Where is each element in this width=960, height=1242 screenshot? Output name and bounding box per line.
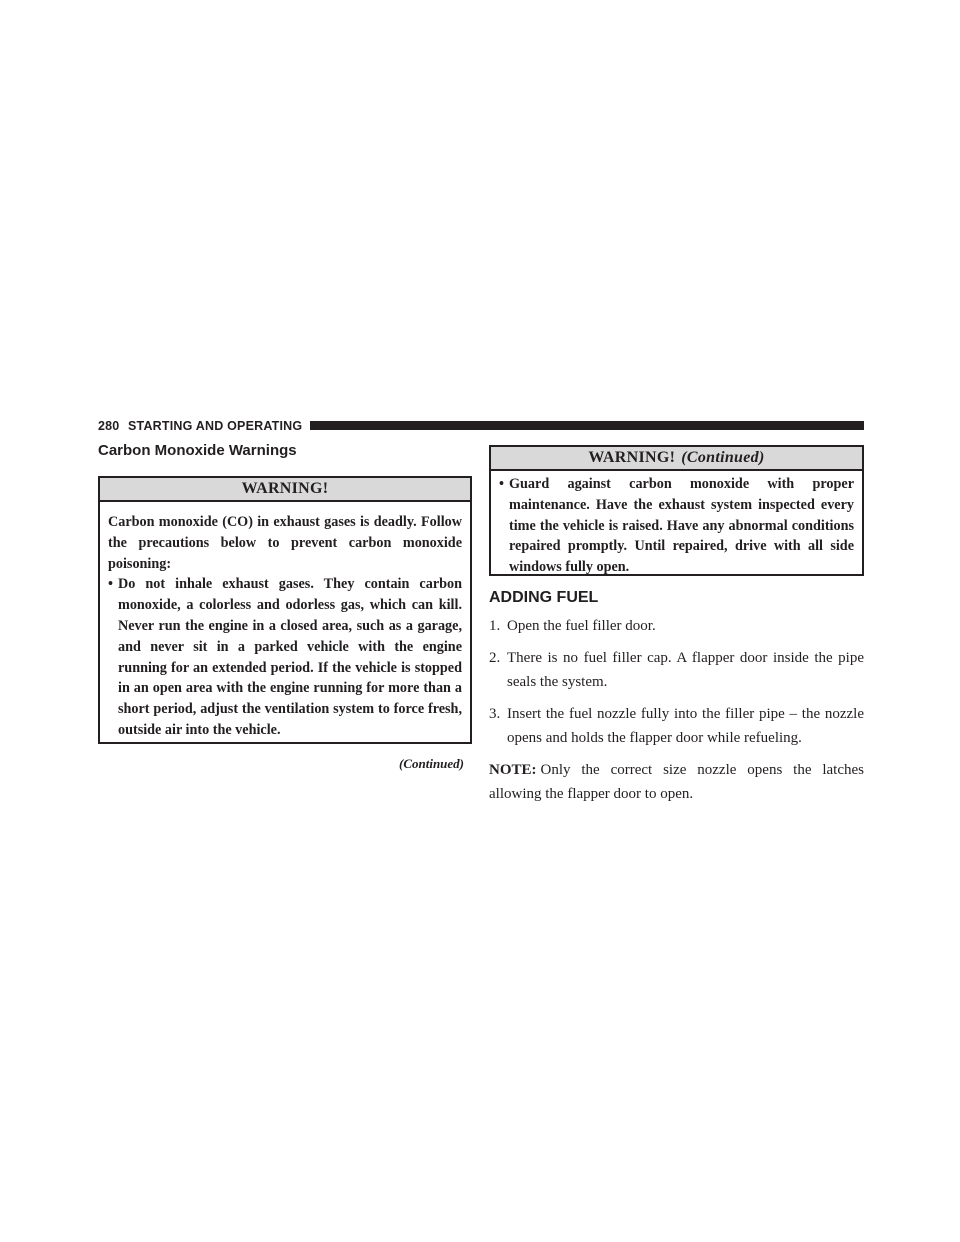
warning-title <box>491 447 862 471</box>
step-item <box>489 614 864 638</box>
step-item <box>489 702 864 750</box>
warning-bullet <box>108 574 462 740</box>
warning-box-carbon-monoxide <box>98 476 472 744</box>
step-text: Insert the fuel nozzle fully into the filler pipe – the nozzle opens and holds the flapper door while refueling. <box>507 706 864 746</box>
warning-title <box>100 478 470 502</box>
warning-body <box>491 471 862 578</box>
step-text: Open the fuel filler door. <box>507 618 656 634</box>
fuel-steps <box>489 614 864 806</box>
note-text: Only the correct size nozzle opens the latches allowing the flapper door to open. <box>489 762 864 802</box>
running-header <box>98 419 864 433</box>
warning-title-continued: (Continued) <box>681 449 765 466</box>
step-text: There is no fuel filler cap. A flapper door inside the pipe seals the system. <box>507 650 864 690</box>
subheading-carbon-monoxide: Carbon Monoxide Warnings <box>98 442 297 459</box>
step-item <box>489 646 864 694</box>
warning-box-continued <box>489 445 864 576</box>
warning-body <box>100 502 470 741</box>
warning-bullet <box>499 474 854 578</box>
warning-title-text: WARNING! <box>241 480 329 497</box>
bullet-symbol: • <box>499 476 504 492</box>
bullet-symbol: • <box>108 576 113 593</box>
warning-bullet-text: Do not inhale exhaust gases. They contain carbon monoxide, a colorless and odorless gas, which can kill. Never run the engine in a closed area, such as a garage, and never sit in a parked vehicle with the engine running for an extended period. If the vehicle is stopped in an open area with the engine running for more than a short period, adjust the ventilation system to force fresh, outside air into the vehicle. <box>118 576 462 738</box>
note <box>489 758 864 806</box>
warning-title-text: WARNING! <box>588 449 676 466</box>
step-number: 1. <box>489 618 501 634</box>
note-label: NOTE: <box>489 762 537 778</box>
heading-adding-fuel: ADDING FUEL <box>489 589 599 606</box>
warning-intro: Carbon monoxide (CO) in exhaust gases is deadly. Follow the precautions below to prevent carbon monoxide poisoning: <box>108 514 462 572</box>
header-rule <box>310 421 864 430</box>
step-number: 2. <box>489 650 501 666</box>
warning-bullet-text: Guard against carbon monoxide with proper maintenance. Have the exhaust system inspected every time the vehicle is raised. Have any abnormal conditions repaired promptly. Until repaired, drive with all side windows fully open. <box>509 476 854 576</box>
step-number: 3. <box>489 706 501 722</box>
page-number: 280 <box>98 419 120 433</box>
section-title: STARTING AND OPERATING <box>128 419 303 433</box>
continued-label: (Continued) <box>398 756 464 771</box>
